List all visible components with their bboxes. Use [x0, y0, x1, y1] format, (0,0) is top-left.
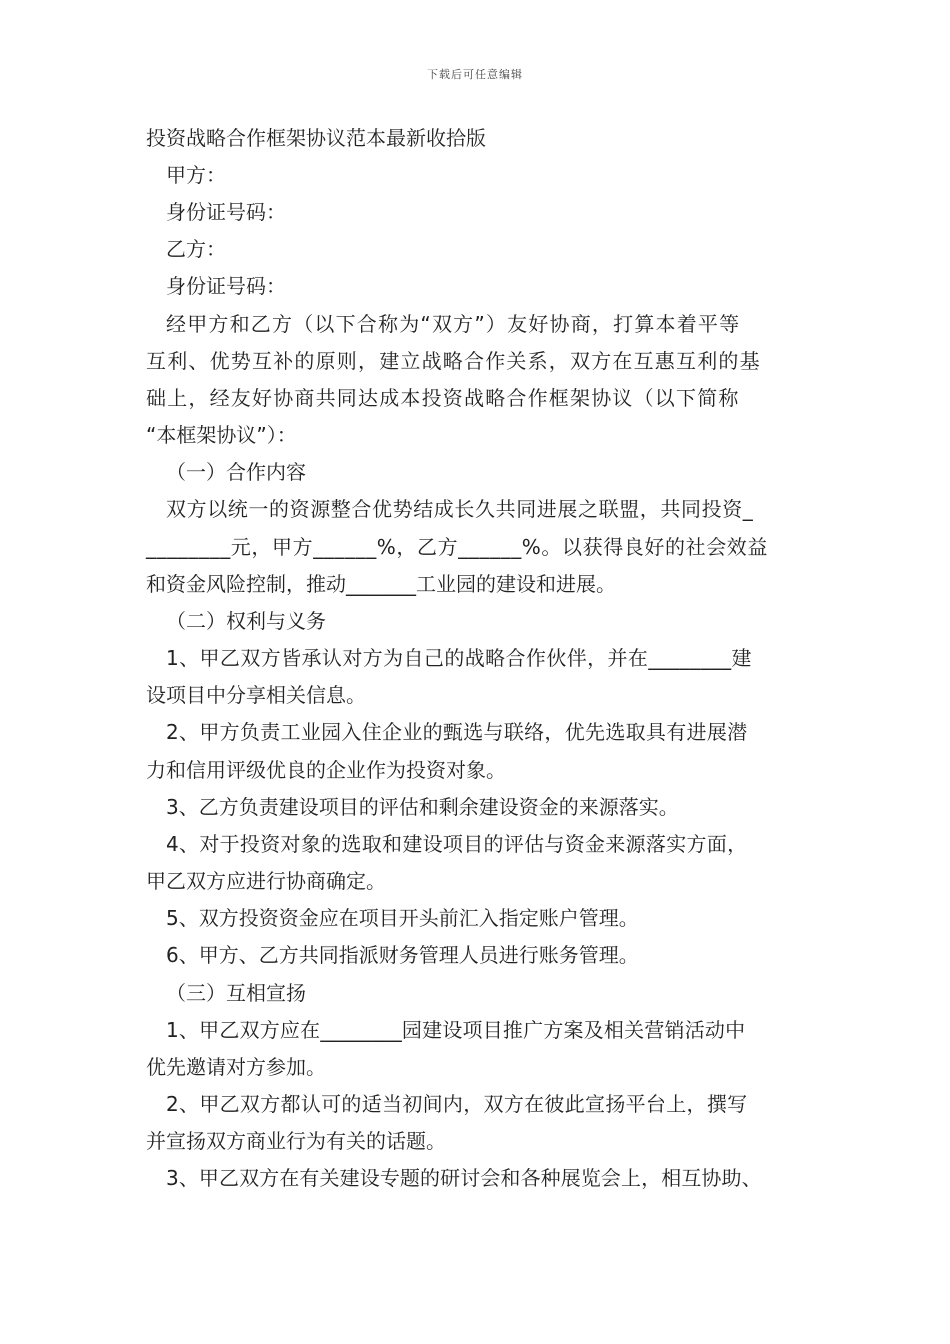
paragraph-line: 优先邀请对方参加。	[146, 1055, 326, 1079]
paragraph-line: 础上，经友好协商共同达成本投资战略合作框架协议（以下简称	[146, 386, 740, 410]
paragraph-line: 2、甲乙双方都认可的适当初间内，双方在彼此宣扬平台上，撰写	[166, 1092, 748, 1116]
paragraph-line: 1、甲乙双方皆承认对方为自己的战略合作伙伴，并在________建	[166, 646, 752, 670]
section-heading: （二）权利与义务	[166, 609, 326, 633]
paragraph-line: 3、乙方负责建设项目的评估和剩余建设资金的来源落实。	[166, 795, 679, 819]
document-title: 投资战略合作框架协议范本最新收拾版	[146, 126, 486, 150]
paragraph-line: 互利、优势互补的原则，建立战略合作关系，双方在互惠互利的基	[146, 349, 761, 373]
paragraph-line: 5、双方投资资金应在项目开头前汇入指定账户管理。	[166, 906, 639, 930]
paragraph-line: 并宣扬双方商业行为有关的话题。	[146, 1129, 446, 1153]
paragraph-line: 甲方：	[166, 163, 226, 187]
paragraph-line: 力和信用评级优良的企业作为投资对象。	[146, 758, 506, 782]
section-heading: （一）合作内容	[166, 460, 306, 484]
paragraph-line: 3、甲乙双方在有关建设专题的研讨会和各种展览会上，相互协助、	[166, 1166, 762, 1190]
paragraph-line: 4、对于投资对象的选取和建设项目的评估与资金来源落实方面，	[166, 832, 748, 856]
section-heading: （三）互相宣扬	[166, 981, 306, 1005]
paragraph-line: ________元，甲方______%，乙方______%。以获得良好的社会效益	[146, 535, 769, 559]
paragraph-line: 身份证号码：	[166, 274, 286, 298]
paragraph-line: 和资金风险控制，推动_______工业园的建设和进展。	[146, 572, 616, 596]
paragraph-line: “本框架协议”）：	[146, 423, 297, 447]
paragraph-line: 6、甲方、乙方共同指派财务管理人员进行账务管理。	[166, 943, 639, 967]
paragraph-line: 1、甲乙双方应在________园建设项目推广方案及相关营销活动中	[166, 1018, 746, 1042]
page-header: 下载后可任意编辑	[427, 68, 523, 81]
paragraph-line: 甲乙双方应进行协商确定。	[146, 869, 386, 893]
paragraph-line: 身份证号码：	[166, 200, 286, 224]
paragraph-line: 经甲方和乙方（以下合称为“双方”）友好协商，打算本着平等	[166, 312, 741, 336]
paragraph-line: 2、甲方负责工业园入住企业的甄选与联络，优先选取具有进展潜	[166, 720, 748, 744]
paragraph-line: 乙方：	[166, 237, 226, 261]
paragraph-line: 设项目中分享相关信息。	[146, 683, 366, 707]
paragraph-line: 双方以统一的资源整合优势结成长久共同进展之联盟，共同投资_	[166, 497, 754, 521]
